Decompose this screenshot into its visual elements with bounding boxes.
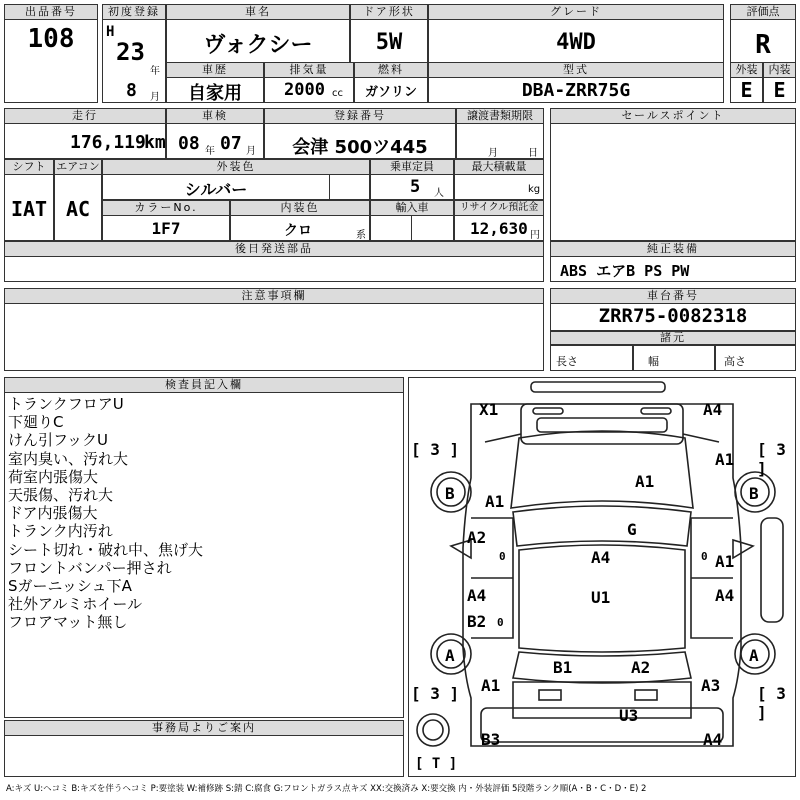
- ext-color-header: 外装色: [102, 159, 370, 175]
- shift-header: シフト: [4, 159, 54, 175]
- mark-roof-rear: U1: [591, 588, 611, 607]
- mileage-value: 176,119: [70, 132, 146, 153]
- mark-right-count-top: [ 3 ]: [757, 440, 786, 478]
- chassis-number: ZRR75-0082318: [598, 305, 748, 327]
- inspector-note: けん引フックU: [8, 431, 108, 450]
- mark-zero-2: 0: [701, 550, 708, 563]
- import-cell-a: [370, 215, 412, 241]
- damage-diagram: [408, 377, 796, 777]
- exterior-score: E: [740, 78, 753, 102]
- mark-zero-3: 0: [497, 616, 504, 629]
- import-cell-b: [411, 215, 454, 241]
- mark-rear-left: B1: [553, 658, 573, 677]
- mileage-unit: km: [144, 132, 166, 153]
- door-header: ドア形状: [350, 4, 428, 20]
- genuine-equipment: ABS エアB PS PW: [560, 262, 690, 280]
- sales-points-header: セールスポイント: [550, 108, 796, 124]
- year-value: 23: [116, 38, 145, 66]
- inspector-note: 下廻りC: [8, 413, 64, 432]
- mark-left-wheel-rear: A: [445, 646, 455, 665]
- mark-left-wheel-front: B: [445, 484, 455, 503]
- genuine-header: 純正装備: [550, 241, 796, 257]
- mark-top-right: A4: [703, 400, 723, 419]
- mark-left-door-front: A2: [467, 528, 487, 547]
- mark-hood: A1: [635, 472, 655, 491]
- era-letter: H: [106, 24, 115, 40]
- transfer-month-unit: 月: [488, 148, 498, 159]
- mark-right-front-fender: A1: [715, 450, 735, 469]
- inspector-note: シート切れ・破れ中、焦げ大: [8, 540, 204, 559]
- mark-right-wheel-rear: A: [749, 646, 759, 665]
- length-label: 長さ: [556, 355, 578, 368]
- max-load-unit: kg: [528, 184, 541, 195]
- score-value: R: [755, 30, 771, 60]
- displacement-value: 2000: [284, 80, 325, 100]
- inspection-month-unit: 月: [246, 146, 256, 157]
- year-unit: 年: [150, 66, 160, 77]
- inspector-note: 荷室内張傷大: [8, 467, 99, 486]
- mark-spare-tire: [ T ]: [415, 756, 458, 772]
- inspector-note: トランクフロアU: [8, 395, 124, 413]
- inspector-note: トランク内汚れ: [8, 522, 113, 541]
- mark-left-door-rear-2: B2: [467, 612, 487, 631]
- door-value: 5W: [375, 30, 403, 55]
- displacement-header: 排気量: [264, 62, 354, 78]
- inspector-note: フロントバンパー押され: [8, 558, 172, 577]
- score-header: 評価点: [730, 4, 796, 20]
- color-no-header: カラーNo.: [102, 200, 230, 216]
- month-unit: 月: [150, 92, 160, 103]
- mark-right-wheel-front: B: [749, 484, 759, 503]
- color-no-value: 1F7: [151, 219, 181, 238]
- car-name: ヴォクシー: [203, 33, 313, 58]
- int-color-suffix: 系: [356, 230, 366, 241]
- mark-top-left: X1: [479, 400, 499, 419]
- month-value: 8: [126, 80, 137, 101]
- width-label: 幅: [648, 355, 659, 368]
- office-header: 事務局よりご案内: [4, 720, 404, 736]
- car-name-header: 車名: [166, 4, 350, 20]
- mark-rear-bumper-left: B3: [481, 730, 501, 749]
- mark-left-count-bottom: [ 3 ]: [411, 684, 460, 703]
- legend: A:キズ U:ヘコミ B:キズを伴うヘコミ P:要塗装 W:補修跡 S:錆 C:腐食 G:フロントガラス点キズ XX:交換済み X:要交換 内・外装評価 5段階ランク順(A・B・C・D・E) 2: [6, 784, 647, 794]
- recycle-unit: 円: [530, 230, 540, 241]
- inspection-year: 08: [178, 133, 200, 154]
- lot-number: 108: [27, 24, 75, 54]
- inspection-header: 車検: [166, 108, 264, 124]
- sales-points-cell: [550, 123, 796, 241]
- recycle-value: 12,630: [470, 219, 528, 238]
- mark-left-fender-front: A1: [485, 492, 505, 511]
- interior-header: 内装: [763, 62, 796, 78]
- notes-header: 注意事項欄: [4, 288, 544, 304]
- office-cell: [4, 735, 404, 777]
- spec-header: 諸元: [550, 331, 796, 345]
- chassis-header: 車台番号: [550, 288, 796, 304]
- inspector-note: 室内臭い、汚れ大: [8, 449, 129, 468]
- import-header: 輸入車: [370, 200, 454, 216]
- plate-header: 登録番号: [264, 108, 456, 124]
- mark-right-count-bottom: [ 3 ]: [757, 684, 786, 722]
- mark-right-quarter: A3: [701, 676, 721, 695]
- recycle-header: リサイクル預託金: [454, 200, 544, 216]
- mark-right-door-front: A1: [715, 552, 735, 571]
- model-header: 型式: [428, 62, 724, 78]
- inspector-note: ドア内張傷大: [8, 504, 98, 523]
- mark-rear-bumper-right: A4: [703, 730, 723, 749]
- shift-value: IAT: [10, 197, 48, 221]
- grade-value: 4WD: [556, 30, 596, 55]
- inspector-note: 社外アルミホイール: [8, 595, 143, 614]
- inspector-note: 天張傷、汚れ大: [8, 486, 114, 505]
- mark-rear-right: A2: [631, 658, 651, 677]
- mark-right-door-rear: A4: [715, 586, 735, 605]
- transfer-day-unit: 日: [528, 148, 538, 159]
- ext-color-sub-cell: [329, 174, 370, 200]
- fuel-header: 燃料: [354, 62, 428, 78]
- grade-header: グレード: [428, 4, 724, 20]
- inspector-note: Sガーニッシュ下A: [8, 577, 132, 596]
- mark-rear-bumper-center: U3: [619, 706, 639, 725]
- mark-roof-front: A4: [591, 548, 611, 567]
- displacement-unit: cc: [332, 88, 343, 99]
- inspector-note: フロアマット無し: [8, 613, 128, 632]
- capacity-unit: 人: [434, 188, 444, 199]
- mark-left-quarter: A1: [481, 676, 501, 695]
- inspector-notes: [8, 395, 398, 632]
- inspection-year-unit: 年: [205, 146, 215, 157]
- first-reg-header: 初度登録: [102, 4, 166, 20]
- lot-header: 出品番号: [4, 4, 98, 20]
- exterior-header: 外装: [730, 62, 763, 78]
- model-value: DBA-ZRR75G: [521, 80, 631, 101]
- history-header: 車歴: [166, 62, 264, 78]
- history-value: 自家用: [188, 83, 242, 104]
- later-parts-header: 後日発送部品: [4, 241, 544, 257]
- transfer-header: 譲渡書類期限: [456, 108, 544, 124]
- car-outline: [409, 378, 795, 776]
- max-load-header: 最大積載量: [454, 159, 544, 175]
- inspection-month: 07: [220, 133, 242, 154]
- height-label: 高さ: [724, 355, 746, 368]
- capacity-value: 5: [410, 177, 421, 197]
- mark-windshield: G: [627, 520, 637, 539]
- width-cell: [633, 345, 715, 371]
- ext-color-value: シルバー: [184, 180, 248, 199]
- mark-zero-1: 0: [499, 550, 506, 563]
- later-parts-cell: [4, 256, 544, 282]
- mark-left-count-top: [ 3 ]: [411, 440, 460, 459]
- plate-value: 会津 500ツ445: [292, 137, 428, 158]
- ac-header: エアコン: [54, 159, 102, 175]
- int-color-value: クロ: [284, 223, 312, 239]
- notes-cell: [4, 303, 544, 371]
- ac-value: AC: [65, 197, 91, 221]
- int-color-header: 内装色: [230, 200, 370, 216]
- fuel-value: ガソリン: [364, 85, 417, 100]
- interior-score: E: [773, 78, 786, 102]
- inspector-header: 検査員記入欄: [4, 377, 404, 393]
- mileage-header: 走行: [4, 108, 166, 124]
- capacity-header: 乗車定員: [370, 159, 454, 175]
- mark-left-door-rear-1: A4: [467, 586, 487, 605]
